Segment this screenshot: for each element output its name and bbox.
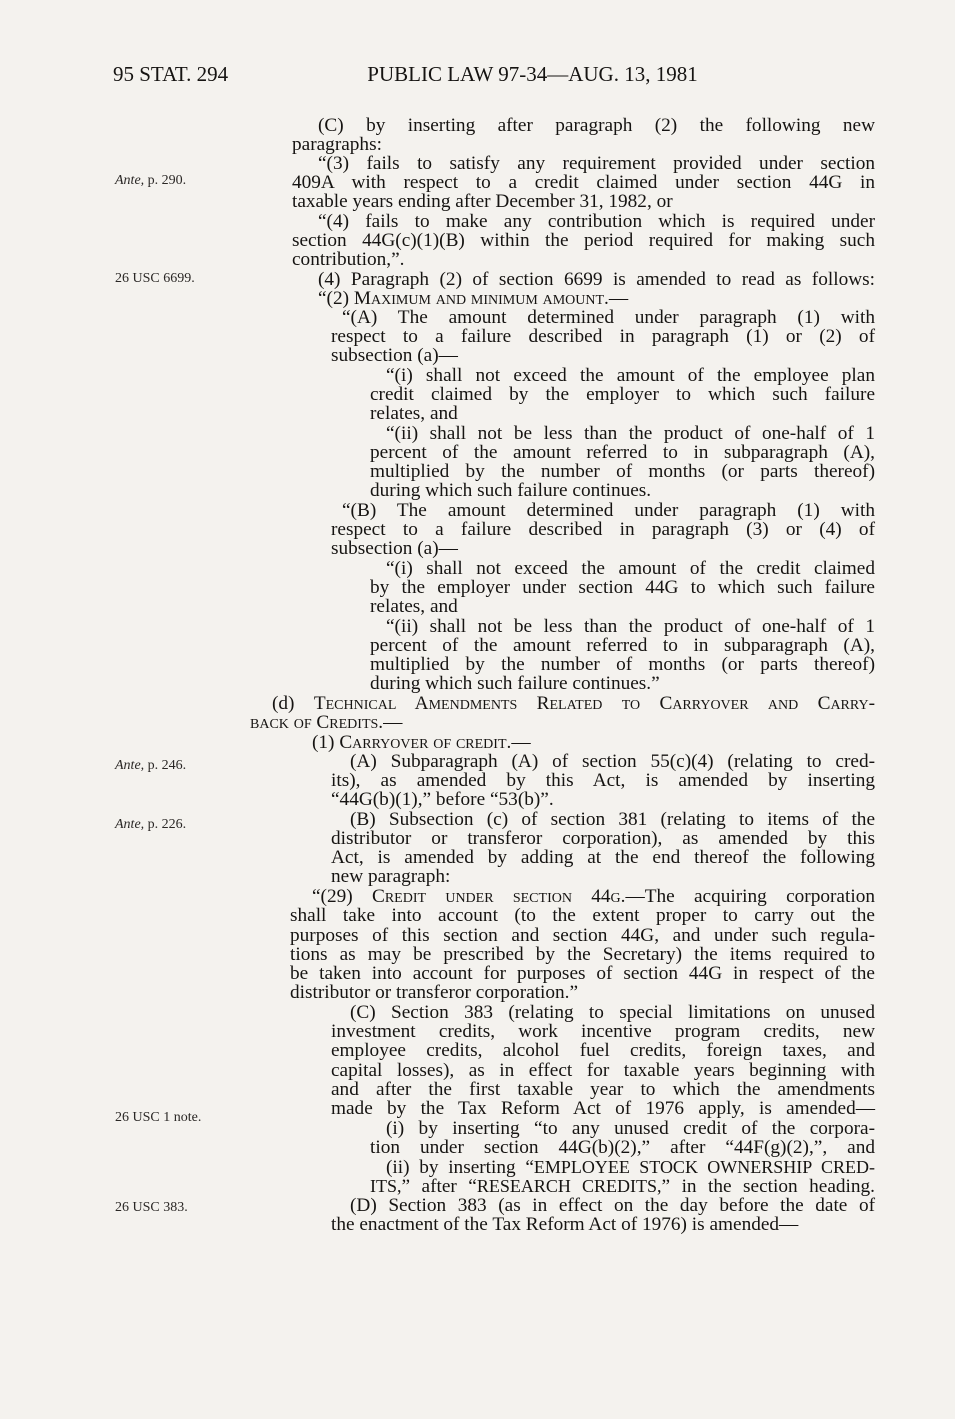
text-line: (C) by inserting after paragraph (2) the following new: [318, 115, 875, 136]
text-line: taxable years ending after December 31, 1982, or: [292, 191, 673, 212]
text-line: made by the Tax Reform Act of 1976 apply, is amended—: [331, 1098, 875, 1119]
text-line: (ii) by inserting “EMPLOYEE STOCK OWNERSHIP CRED-: [386, 1157, 875, 1178]
text-line: (B) Subsection (c) of section 381 (relating to items of the: [350, 809, 875, 830]
margin-note-26-usc-383: 26 USC 383.: [115, 1200, 188, 1215]
text-line: ITS,” after “RESEARCH CREDITS,” in the section heading.: [370, 1176, 875, 1197]
text-line: “(ii) shall not be less than the product of one-half of 1: [386, 616, 875, 637]
section-heading-line: (d) Technical Amendments Related to Carryover and Carry-: [272, 693, 875, 714]
text-line: contribution,”.: [292, 249, 405, 270]
text-line: shall take into account (to the extent proper to carry out the: [290, 905, 875, 926]
text-line: its), as amended by this Act, is amended by inserting: [331, 770, 875, 791]
text-line: “(A) The amount determined under paragraph (1) with: [342, 307, 875, 328]
paragraph-heading-line: “(29) Credit under section 44g.—The acquiring corporation: [312, 886, 875, 907]
text-line: investment credits, work incentive program credits, new: [331, 1021, 875, 1042]
text-line: multiplied by the number of months (or parts thereof): [370, 654, 875, 675]
margin-note-ante-226: Ante, p. 226.: [115, 817, 187, 832]
section-heading: Technical Amendments Related to Carryover and Carry-: [313, 693, 875, 714]
text-line: “(ii) shall not be less than the product of one-half of 1: [386, 423, 875, 444]
statute-page-number: 95 STAT. 294: [113, 62, 229, 86]
text-line: (i) by inserting “to any unused credit of the corpora-: [386, 1118, 875, 1139]
text-line: be taken into account for purposes of section 44G in respect of the: [290, 963, 875, 984]
paragraph-heading-line: “(2) Maximum and minimum amount.—: [318, 288, 629, 309]
text-line: percent of the amount referred to in subparagraph (A),: [370, 442, 875, 463]
text-line: relates, and: [370, 596, 458, 617]
text-line: 409A with respect to a credit claimed under section 44G in: [292, 172, 875, 193]
text-line: distributor or transferor corporation.”: [290, 982, 579, 1003]
margin-note-ante-290: Ante, p. 290.: [115, 173, 187, 188]
text-line: tions as may be prescribed by the Secretary) the items required to: [290, 944, 875, 965]
text-line: (4) Paragraph (2) of section 6699 is amended to read as follows:: [318, 269, 875, 290]
section-heading-line: back of Credits.—: [250, 712, 403, 733]
text-line: subsection (a)—: [331, 538, 458, 559]
text-line: by the employer under section 44G to which such failure: [370, 577, 875, 598]
margin-note-ante-246: Ante, p. 246.: [115, 758, 187, 773]
paragraph-heading: Maximum and minimum amount.: [353, 288, 609, 309]
text-line: section 44G(c)(1)(B) within the period required for making such: [292, 230, 875, 251]
text-line: “(B) The amount determined under paragraph (1) with: [342, 500, 875, 521]
paragraph-heading-line: (1) Carryover of credit.—: [312, 732, 531, 753]
paragraph-heading: Carryover of credit.: [339, 732, 512, 753]
text-line: (D) Section 383 (as in effect on the day before the date of: [350, 1195, 875, 1216]
text-line: relates, and: [370, 403, 458, 424]
text-line: (C) Section 383 (relating to special limitations on unused: [350, 1002, 875, 1023]
text-line: multiplied by the number of months (or parts thereof): [370, 461, 875, 482]
text-line: during which such failure continues.: [370, 480, 652, 501]
text-line: purposes of this section and section 44G, and under such regula-: [290, 925, 875, 946]
text-line: capital losses), as in effect for taxable years beginning with: [331, 1060, 875, 1081]
text-line: “44G(b)(1),” before “53(b)”.: [331, 789, 554, 810]
margin-note-26-usc-6699: 26 USC 6699.: [115, 271, 195, 286]
running-head-title: PUBLIC LAW 97-34—AUG. 13, 1981: [367, 62, 698, 86]
text-line: employee credits, alcohol fuel credits, foreign taxes, and: [331, 1040, 875, 1061]
text-line: tion under section 44G(b)(2),” after “44F(g)(2),”, and: [370, 1137, 875, 1158]
text-line: Act, is amended by adding at the end thereof the following: [331, 847, 875, 868]
text-line: the enactment of the Tax Reform Act of 1976) is amended—: [331, 1214, 799, 1235]
text-line: new paragraph:: [331, 866, 451, 887]
text-line: subsection (a)—: [331, 345, 458, 366]
text-line: credit claimed by the employer to which such failure: [370, 384, 875, 405]
text-line: “(i) shall not exceed the amount of the credit claimed: [386, 558, 875, 579]
text-line: and after the first taxable year to which the amendments: [331, 1079, 875, 1100]
margin-note-26-usc-1-note: 26 USC 1 note.: [115, 1110, 202, 1125]
text-line: (A) Subparagraph (A) of section 55(c)(4) (relating to cred-: [350, 751, 875, 772]
text-line: “(3) fails to satisfy any requirement provided under section: [318, 153, 875, 174]
text-line: “(i) shall not exceed the amount of the employee plan: [386, 365, 875, 386]
text-line: paragraphs:: [292, 134, 382, 155]
text-line: distributor or transferor corporation), as amended by this: [331, 828, 875, 849]
text-line: respect to a failure described in paragraph (1) or (2) of: [331, 326, 875, 347]
text-line: “(4) fails to make any contribution which is required under: [318, 211, 875, 232]
paragraph-heading: Credit under section 44g.: [371, 886, 626, 907]
text-line: during which such failure continues.”: [370, 673, 660, 694]
text-line: respect to a failure described in paragraph (3) or (4) of: [331, 519, 875, 540]
text-line: percent of the amount referred to in subparagraph (A),: [370, 635, 875, 656]
